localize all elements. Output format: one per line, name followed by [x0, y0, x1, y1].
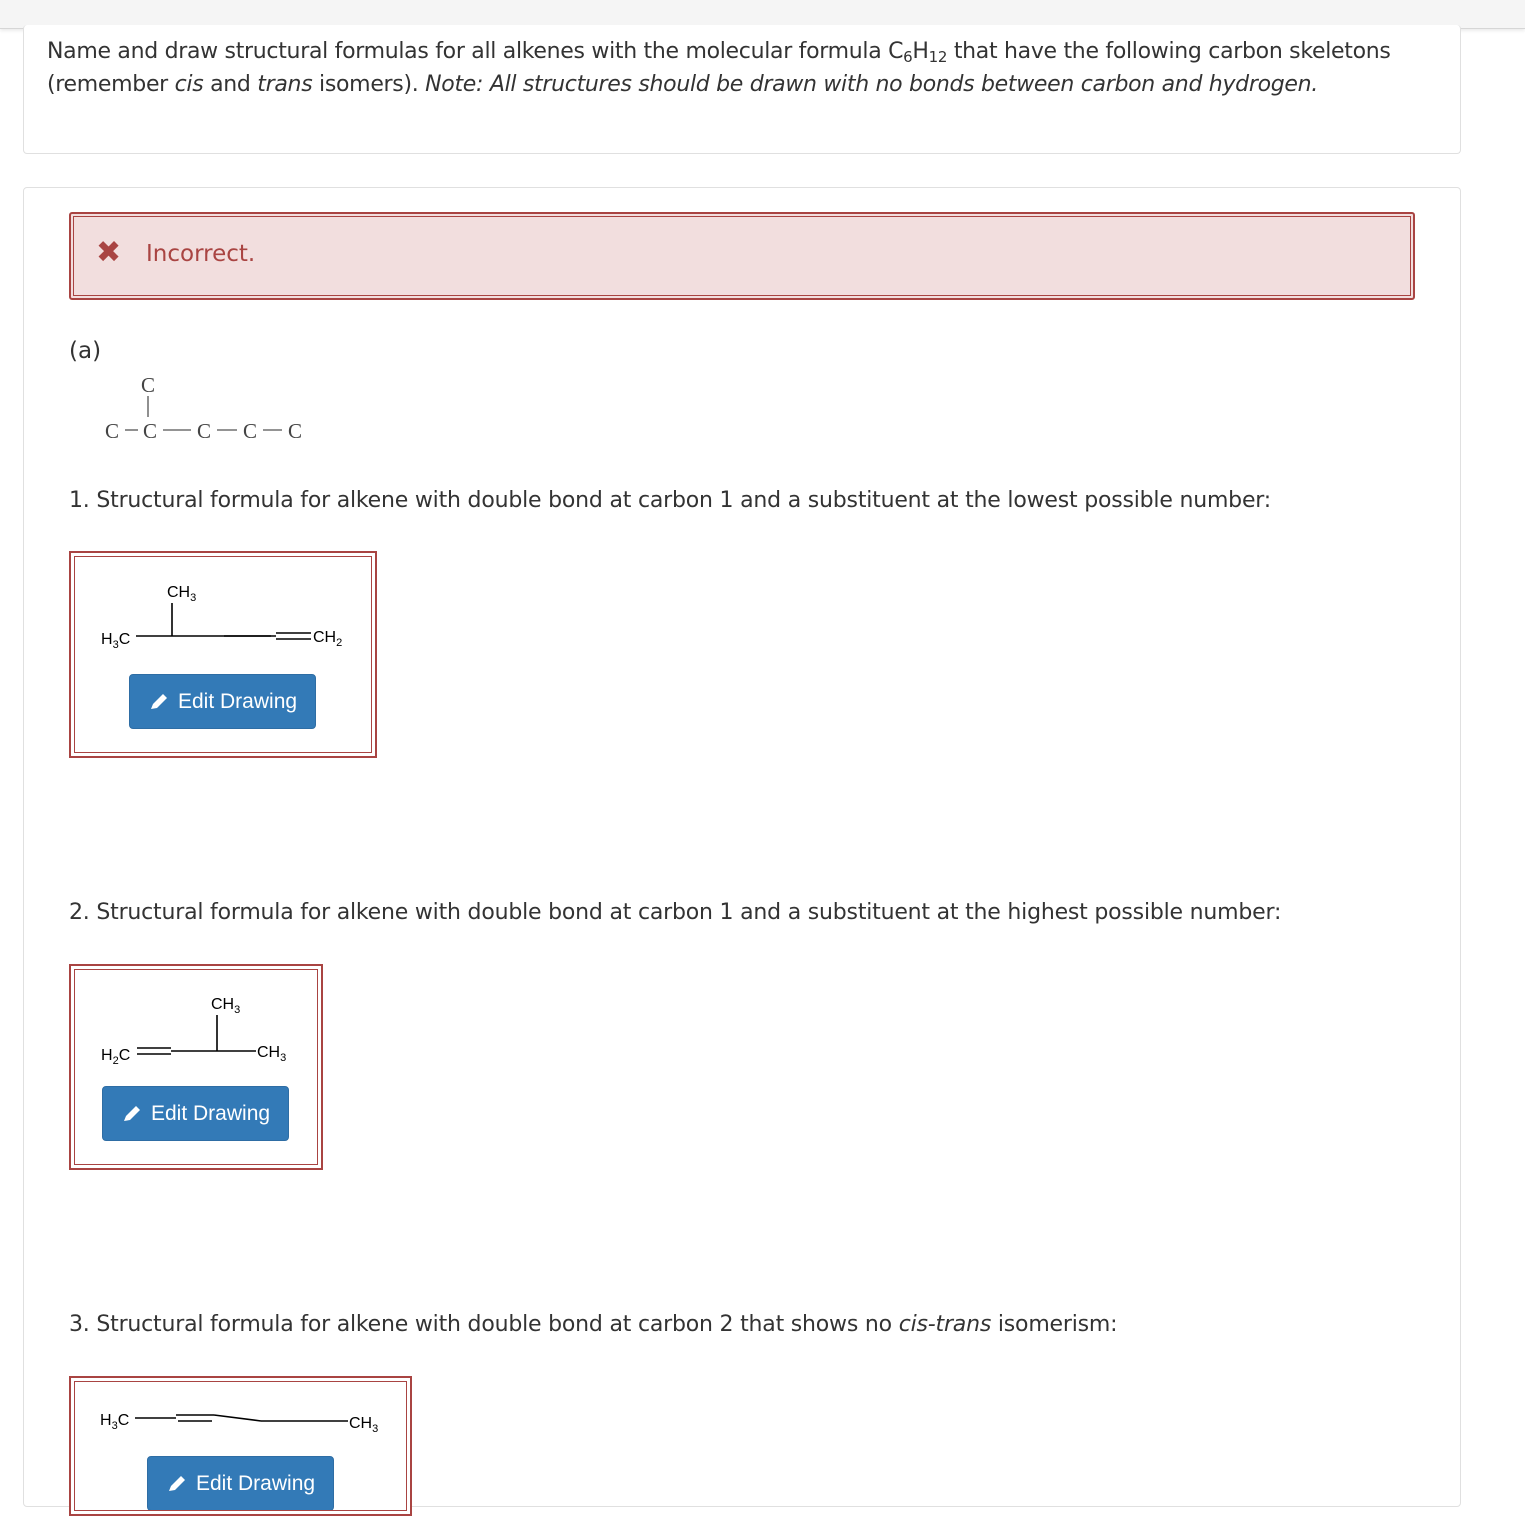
drawing-box-1: [69, 551, 377, 758]
skeleton-c2: C: [142, 419, 158, 441]
structure-2-left-label: $H_2C$: [101, 1047, 131, 1067]
prompt-1: 1. Structural formula for alkene with double bond at carbon 1 and a substituent at the lowest possible number:: [69, 488, 1271, 513]
structure-2-right-label: $CH_3$: [257, 1044, 287, 1064]
structure-3: [71, 1378, 414, 1448]
structure-1: [71, 553, 379, 683]
prompt-2: 2. Structural formula for alkene with double bond at carbon 1 and a substituent at the highest possible number:: [69, 900, 1282, 925]
skeleton-c1: C: [104, 419, 120, 441]
edit-drawing-button-2[interactable]: [102, 1086, 289, 1141]
part-label: (a): [69, 338, 102, 364]
structure-2: [71, 966, 325, 1096]
pencil-icon: [166, 1457, 188, 1510]
pencil-icon: [148, 675, 170, 728]
structure-3-right-label: $CH_3$: [349, 1415, 379, 1435]
feedback-text: Incorrect.: [146, 241, 256, 267]
x-icon: ✖: [96, 235, 122, 270]
skeleton-branch: C: [140, 373, 156, 397]
skeleton-c4: C: [242, 419, 258, 441]
structure-1-top-label: $CH_3$: [167, 584, 197, 604]
pencil-icon: [121, 1087, 143, 1140]
carbon-skeleton: [98, 371, 308, 441]
question-text: Name and draw structural formulas for all alkenes with the molecular formula $C_6H_{12}$ that have the following carbon skeletons (remember cis and trans isomers). Note: All structures should be drawn with no bonds between carbon and hydrogen.: [47, 39, 1391, 97]
structure-2-top-label: $CH_3$: [211, 996, 241, 1016]
edit-drawing-button-3[interactable]: [147, 1456, 334, 1511]
structure-1-left-label: $H_3C$: [101, 631, 131, 651]
edit-drawing-label-2: Edit Drawing: [151, 1102, 271, 1125]
structure-1-right-label: $CH_2$: [313, 629, 343, 649]
edit-drawing-button-1[interactable]: [129, 674, 316, 729]
structure-3-left-label: $H_3C$: [100, 1412, 130, 1432]
answer-panel: [23, 187, 1461, 1507]
feedback-alert: [69, 212, 1415, 300]
skeleton-c5: C: [287, 419, 303, 441]
question-panel: [23, 25, 1461, 154]
edit-drawing-label-1: Edit Drawing: [178, 690, 298, 713]
edit-drawing-label-3: Edit Drawing: [196, 1472, 316, 1495]
drawing-box-2: [69, 964, 323, 1170]
prompt-3: 3. Structural formula for alkene with double bond at carbon 2 that shows no cis-trans isomerism:: [69, 1312, 1118, 1337]
drawing-box-3: [69, 1376, 412, 1516]
skeleton-c3: C: [196, 419, 212, 441]
